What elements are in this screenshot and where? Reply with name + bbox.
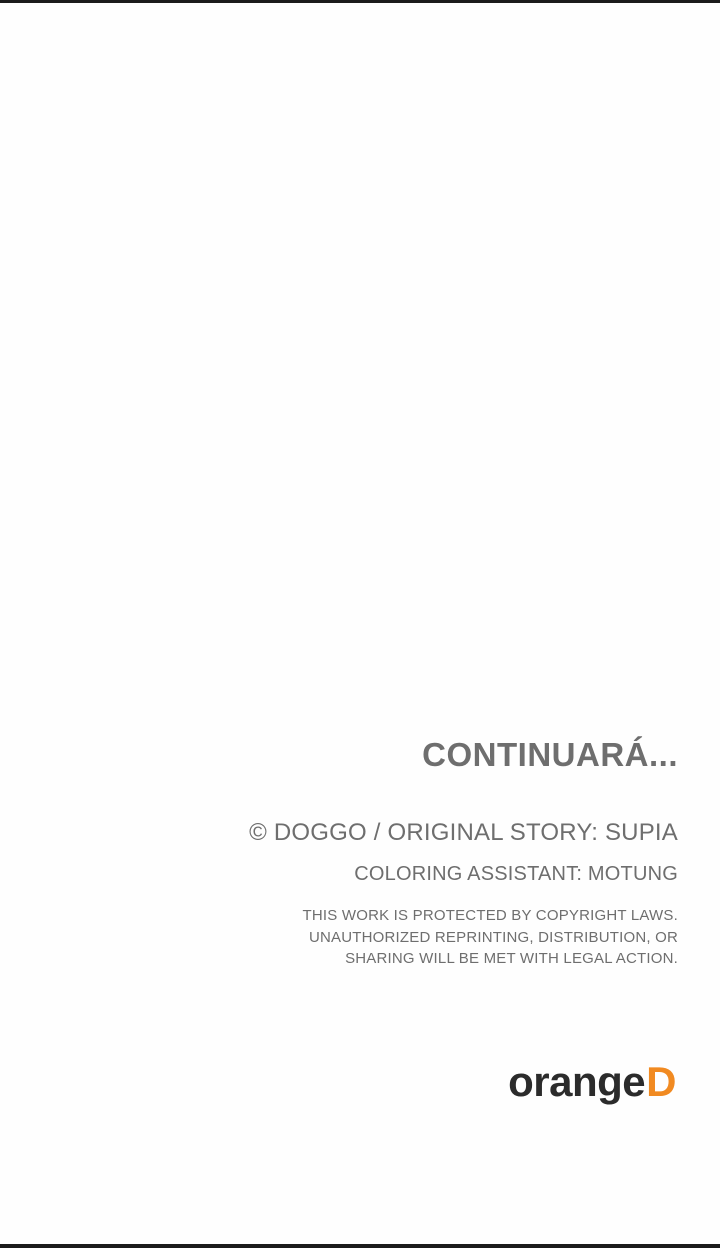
top-divider (0, 0, 720, 3)
copyright-line-1: THIS WORK IS PROTECTED BY COPYRIGHT LAWS. (302, 906, 678, 924)
byline-text: © DOGGO / ORIGINAL STORY: SUPIA (249, 818, 678, 846)
bottom-divider (0, 1244, 720, 1248)
to-be-continued-text: CONTINUARÁ... (422, 736, 678, 773)
logo-accent-letter: D (646, 1058, 676, 1105)
oranged-logo (508, 1058, 676, 1106)
coloring-assistant-text: COLORING ASSISTANT: MOTUNG (354, 862, 678, 885)
copyright-notice (0, 905, 678, 970)
copyright-line-3: SHARING WILL BE MET WITH LEGAL ACTION. (345, 950, 678, 968)
credits-block (0, 735, 678, 970)
copyright-line-2: UNAUTHORIZED REPRINTING, DISTRIBUTION, OR (308, 928, 678, 946)
logo-wordmark: orange (508, 1058, 646, 1105)
